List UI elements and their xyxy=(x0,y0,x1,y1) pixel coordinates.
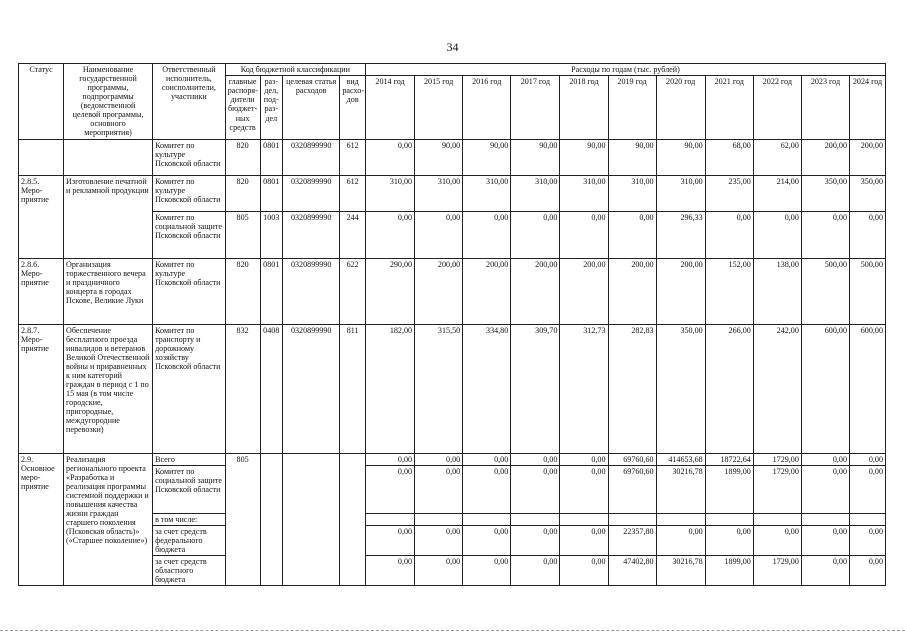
page-number: 34 xyxy=(446,40,459,54)
value-cell: 0,00 xyxy=(705,211,753,258)
value-cell: 310,00 xyxy=(463,175,511,211)
table-row xyxy=(19,324,886,453)
value-cell: 242,00 xyxy=(753,324,801,453)
executor-cell: в том числе: xyxy=(153,513,226,525)
grbs-cell: 805 xyxy=(225,211,260,258)
value-cell: 90,00 xyxy=(511,139,560,175)
header-budget-code: Код бюджетной классификации xyxy=(225,64,365,76)
value-cell: 0,00 xyxy=(560,465,608,513)
value-cell: 0,00 xyxy=(463,555,511,585)
table-row xyxy=(19,139,886,175)
value-cell xyxy=(560,513,608,525)
value-cell: 1729,00 xyxy=(753,555,801,585)
status-cell: 2.8.7. Меро-приятие xyxy=(19,324,64,453)
value-cell xyxy=(608,513,656,525)
value-cell: 290,00 xyxy=(365,258,414,324)
value-cell: 0,00 xyxy=(463,211,511,258)
value-cell: 309,70 xyxy=(511,324,560,453)
value-cell: 600,00 xyxy=(801,324,849,453)
vr-cell: 612 xyxy=(340,175,366,211)
value-cell: 182,00 xyxy=(365,324,414,453)
name-cell: Организация торжественного вечера и праздничного концерта в городах Пскове, Великие Луки xyxy=(64,258,153,324)
csr-cell: 0320899990 xyxy=(283,139,340,175)
value-cell: 18722,64 xyxy=(705,453,753,465)
value-cell: 500,00 xyxy=(801,258,849,324)
value-cell: 500,00 xyxy=(850,258,886,324)
header-expenses: Расходы по годам (тыс. рублей) xyxy=(365,64,885,76)
value-cell: 0,00 xyxy=(850,555,886,585)
executor-cell: за счет средств областного бюджета xyxy=(153,555,226,585)
value-cell: 0,00 xyxy=(415,465,463,513)
value-cell: 47402,80 xyxy=(608,555,656,585)
value-cell: 200,00 xyxy=(463,258,511,324)
value-cell xyxy=(415,513,463,525)
value-cell: 0,00 xyxy=(801,211,849,258)
value-cell: 200,00 xyxy=(560,258,608,324)
name-cell: Обеспечение бесплатного проезда инвалидов и ветеранов Великой Отечественной войны и приравненных к ним категорий граждан в период с 1 по 15 мая (в том числе городские, пригородные, междугородние перевозки) xyxy=(64,324,153,453)
value-cell: 138,00 xyxy=(753,258,801,324)
value-cell: 0,00 xyxy=(656,525,705,555)
header-name: Наименование государственной программы, подпрограммы (ведомственной целевой программы, основного мероприятия) xyxy=(64,64,153,140)
executor-cell: Комитет по культуре Псковской области xyxy=(153,258,226,324)
value-cell: 0,00 xyxy=(801,465,849,513)
header-year: 2019 год xyxy=(608,76,656,139)
value-cell: 350,00 xyxy=(850,175,886,211)
value-cell: 0,00 xyxy=(753,211,801,258)
value-cell: 310,00 xyxy=(560,175,608,211)
value-cell: 0,00 xyxy=(463,465,511,513)
csr-cell: 0320899990 xyxy=(283,211,340,258)
table-row xyxy=(19,175,886,211)
value-cell: 310,00 xyxy=(656,175,705,211)
value-cell: 90,00 xyxy=(560,139,608,175)
value-cell: 152,00 xyxy=(705,258,753,324)
value-cell: 0,00 xyxy=(415,211,463,258)
value-cell: 0,00 xyxy=(560,525,608,555)
executor-cell: Комитет по социальной защите Псковской области xyxy=(153,465,226,513)
executor-cell: Комитет по культуре Псковской области xyxy=(153,139,226,175)
csr-cell: 0320899990 xyxy=(283,258,340,324)
value-cell: 310,00 xyxy=(511,175,560,211)
name-cell xyxy=(64,139,153,175)
value-cell: 0,00 xyxy=(560,555,608,585)
header-year: 2016 год xyxy=(463,76,511,139)
value-cell: 200,00 xyxy=(850,139,886,175)
value-cell: 200,00 xyxy=(608,258,656,324)
value-cell: 0,00 xyxy=(511,211,560,258)
value-cell: 0,00 xyxy=(415,525,463,555)
value-cell: 90,00 xyxy=(608,139,656,175)
rz-cell: 0801 xyxy=(260,258,283,324)
value-cell: 0,00 xyxy=(365,211,414,258)
value-cell: 296,33 xyxy=(656,211,705,258)
grbs-cell: 820 xyxy=(225,175,260,211)
value-cell: 600,00 xyxy=(850,324,886,453)
header-code-rz: раз-дел, под-раз-дел xyxy=(260,76,283,139)
value-cell: 30216,78 xyxy=(656,555,705,585)
value-cell: 0,00 xyxy=(511,525,560,555)
status-cell xyxy=(19,139,64,175)
executor-cell: Комитет по социальной защите Псковской области xyxy=(153,211,226,258)
value-cell: 310,00 xyxy=(365,175,414,211)
header-year: 2015 год xyxy=(415,76,463,139)
value-cell: 0,00 xyxy=(463,453,511,465)
value-cell: 0,00 xyxy=(560,453,608,465)
header-year: 2014 год xyxy=(365,76,414,139)
csr-cell: 0320899990 xyxy=(283,175,340,211)
value-cell: 0,00 xyxy=(608,211,656,258)
vr-cell: 244 xyxy=(340,211,366,258)
value-cell xyxy=(801,513,849,525)
value-cell: 0,00 xyxy=(801,525,849,555)
value-cell: 310,00 xyxy=(415,175,463,211)
executor-cell: за счет средств федерального бюджета xyxy=(153,525,226,555)
header-year: 2017 год xyxy=(511,76,560,139)
value-cell: 1729,00 xyxy=(753,465,801,513)
value-cell: 30216,78 xyxy=(656,465,705,513)
rz-cell xyxy=(260,453,283,586)
value-cell: 200,00 xyxy=(656,258,705,324)
rz-cell: 0801 xyxy=(260,175,283,211)
grbs-cell: 832 xyxy=(225,324,260,453)
value-cell: 315,50 xyxy=(415,324,463,453)
value-cell xyxy=(365,513,414,525)
value-cell: 0,00 xyxy=(560,211,608,258)
value-cell: 0,00 xyxy=(365,139,414,175)
value-cell: 69760,60 xyxy=(608,465,656,513)
value-cell xyxy=(850,513,886,525)
grbs-cell: 805 xyxy=(225,453,260,586)
value-cell xyxy=(753,513,801,525)
header-code-grbs: главные распоря-дители бюджет-ных средств xyxy=(225,76,260,139)
status-cell: 2.8.6. Меро-приятие xyxy=(19,258,64,324)
grbs-cell: 820 xyxy=(225,139,260,175)
value-cell: 266,00 xyxy=(705,324,753,453)
value-cell: 0,00 xyxy=(850,465,886,513)
name-cell: Изготовление печатной и рекламной продукции xyxy=(64,175,153,258)
rz-cell: 0801 xyxy=(260,139,283,175)
value-cell: 310,00 xyxy=(608,175,656,211)
value-cell: 200,00 xyxy=(415,258,463,324)
value-cell: 0,00 xyxy=(365,465,414,513)
header-executor: Ответственный исполнитель, соисполнители, участники xyxy=(153,64,226,140)
header-status: Статус xyxy=(19,64,64,140)
rz-cell: 1003 xyxy=(260,211,283,258)
value-cell: 350,00 xyxy=(801,175,849,211)
value-cell: 312,73 xyxy=(560,324,608,453)
grbs-cell: 820 xyxy=(225,258,260,324)
value-cell: 0,00 xyxy=(511,465,560,513)
value-cell: 0,00 xyxy=(850,525,886,555)
value-cell: 0,00 xyxy=(801,555,849,585)
header-year: 2024 год xyxy=(850,76,886,139)
value-cell: 0,00 xyxy=(850,453,886,465)
status-cell: 2.8.5. Меро-приятие xyxy=(19,175,64,258)
value-cell: 0,00 xyxy=(753,525,801,555)
value-cell: 90,00 xyxy=(656,139,705,175)
value-cell: 0,00 xyxy=(801,453,849,465)
executor-cell: Комитет по культуре Псковской области xyxy=(153,175,226,211)
value-cell: 0,00 xyxy=(705,525,753,555)
value-cell: 0,00 xyxy=(850,211,886,258)
value-cell: 0,00 xyxy=(365,453,414,465)
header-year: 2020 год xyxy=(656,76,705,139)
value-cell: 62,00 xyxy=(753,139,801,175)
value-cell: 1899,00 xyxy=(705,555,753,585)
header-year: 2018 год xyxy=(560,76,608,139)
value-cell: 200,00 xyxy=(801,139,849,175)
csr-cell xyxy=(283,453,340,586)
value-cell: 68,00 xyxy=(705,139,753,175)
value-cell: 0,00 xyxy=(415,555,463,585)
value-cell: 22357,80 xyxy=(608,525,656,555)
value-cell: 350,00 xyxy=(656,324,705,453)
status-cell: 2.9. Основное меро-приятие xyxy=(19,453,64,586)
value-cell xyxy=(705,513,753,525)
value-cell: 282,83 xyxy=(608,324,656,453)
vr-cell: 612 xyxy=(340,139,366,175)
value-cell: 334,80 xyxy=(463,324,511,453)
value-cell: 90,00 xyxy=(415,139,463,175)
executor-cell: Всего xyxy=(153,453,226,465)
value-cell: 214,00 xyxy=(753,175,801,211)
budget-table xyxy=(18,63,886,586)
value-cell: 69760,60 xyxy=(608,453,656,465)
vr-cell xyxy=(340,453,366,586)
header-code-csr: целевая статья расходов xyxy=(283,76,340,139)
csr-cell: 0320899990 xyxy=(283,324,340,453)
value-cell xyxy=(656,513,705,525)
page-bottom-divider xyxy=(0,630,905,631)
header-year: 2021 год xyxy=(705,76,753,139)
name-cell: Реализация регионального проекта «Разработка и реализация программы системной поддержки и повышения качества жизни граждан старшего поколения (Псковская область)» («Старшее поколение») xyxy=(64,453,153,586)
vr-cell: 811 xyxy=(340,324,366,453)
value-cell: 0,00 xyxy=(463,525,511,555)
header-year: 2022 год xyxy=(753,76,801,139)
rz-cell: 0408 xyxy=(260,324,283,453)
value-cell xyxy=(511,513,560,525)
vr-cell: 622 xyxy=(340,258,366,324)
header-year: 2023 год xyxy=(801,76,849,139)
value-cell: 235,00 xyxy=(705,175,753,211)
value-cell: 0,00 xyxy=(511,453,560,465)
header-code-vr: вид расхо-дов xyxy=(340,76,366,139)
value-cell: 1729,00 xyxy=(753,453,801,465)
value-cell: 414653,68 xyxy=(656,453,705,465)
value-cell: 200,00 xyxy=(511,258,560,324)
value-cell: 0,00 xyxy=(415,453,463,465)
table-row xyxy=(19,453,886,465)
value-cell: 0,00 xyxy=(365,525,414,555)
table-row xyxy=(19,258,886,324)
executor-cell: Комитет по транспорту и дорожному хозяйству Псковской области xyxy=(153,324,226,453)
value-cell: 0,00 xyxy=(511,555,560,585)
value-cell: 1899,00 xyxy=(705,465,753,513)
value-cell: 90,00 xyxy=(463,139,511,175)
value-cell: 0,00 xyxy=(365,555,414,585)
value-cell xyxy=(463,513,511,525)
